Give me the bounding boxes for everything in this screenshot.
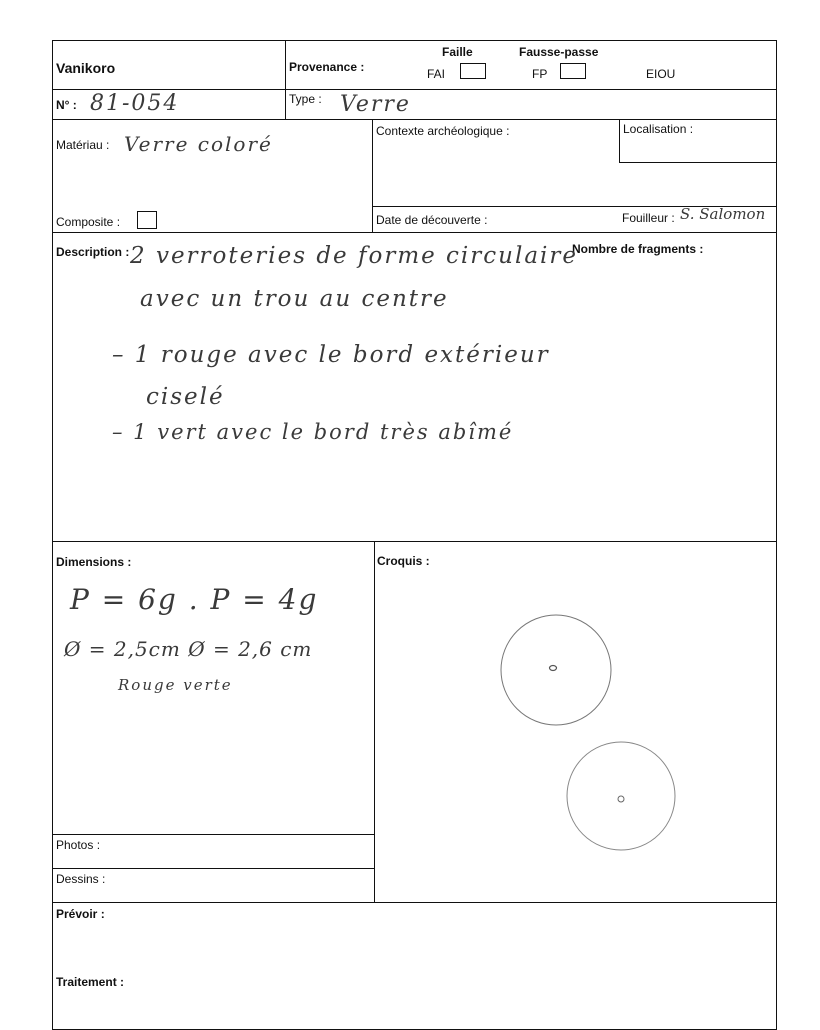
composite-label: Composite : [56,215,121,229]
dimensions-line: Ø = 2,5cm Ø = 2,6 cm [64,637,313,661]
material-value: Verre coloré [124,132,273,156]
sketch-drawing [376,570,771,890]
type-label: Type : [289,92,322,106]
dimensions-line: P = 6g . P = 4g [70,583,319,616]
fai-label: FAI [427,67,446,81]
bead-hole [550,666,557,671]
date-label: Date de découverte : [376,213,488,227]
description-line: 2 verroteries de forme circulaire [130,243,579,269]
divider [285,40,286,90]
dimensions-line: Rouge verte [118,676,233,694]
fp-checkbox[interactable] [560,63,586,79]
divider [52,834,375,835]
context-label: Contexte archéologique : [376,124,510,138]
composite-checkbox[interactable] [137,211,157,229]
localisation-label: Localisation : [623,122,694,136]
bead-hole [618,796,624,802]
fausse-passe-label: Fausse-passe [519,45,599,59]
croquis-label: Croquis : [377,554,430,568]
divider [52,541,777,542]
fouilleur-value: S. Salomon [680,205,766,223]
type-value: Verre [340,92,411,117]
divider [52,89,777,90]
fp-label: FP [532,67,548,81]
eiou-label: EIOU [646,67,676,81]
description-line: avec un trou au centre [140,286,449,312]
description-line: – 1 rouge avec le bord extérieur [112,342,550,368]
divider [372,119,373,232]
fai-checkbox[interactable] [460,63,486,79]
description-line: ciselé [146,384,225,410]
divider [52,232,777,233]
site-name: Vanikoro [56,60,116,76]
description-label: Description : [56,245,130,259]
photos-label: Photos : [56,838,101,852]
divider [52,868,375,869]
description-line: – 1 vert avec le bord très abîmé [112,420,514,444]
number-label: N° : [56,98,77,112]
divider [374,541,375,903]
traitement-label: Traitement : [56,975,125,989]
faille-label: Faille [442,45,473,59]
dessins-label: Dessins : [56,872,106,886]
dimensions-label: Dimensions : [56,555,132,569]
fouilleur-label: Fouilleur : [622,211,675,225]
number-value: 81-054 [90,91,180,116]
fragments-label: Nombre de fragments : [572,242,704,256]
divider [285,89,286,119]
material-label: Matériau : [56,138,110,152]
divider [52,902,777,903]
provenance-label: Provenance : [289,60,365,74]
prevoir-label: Prévoir : [56,907,105,921]
